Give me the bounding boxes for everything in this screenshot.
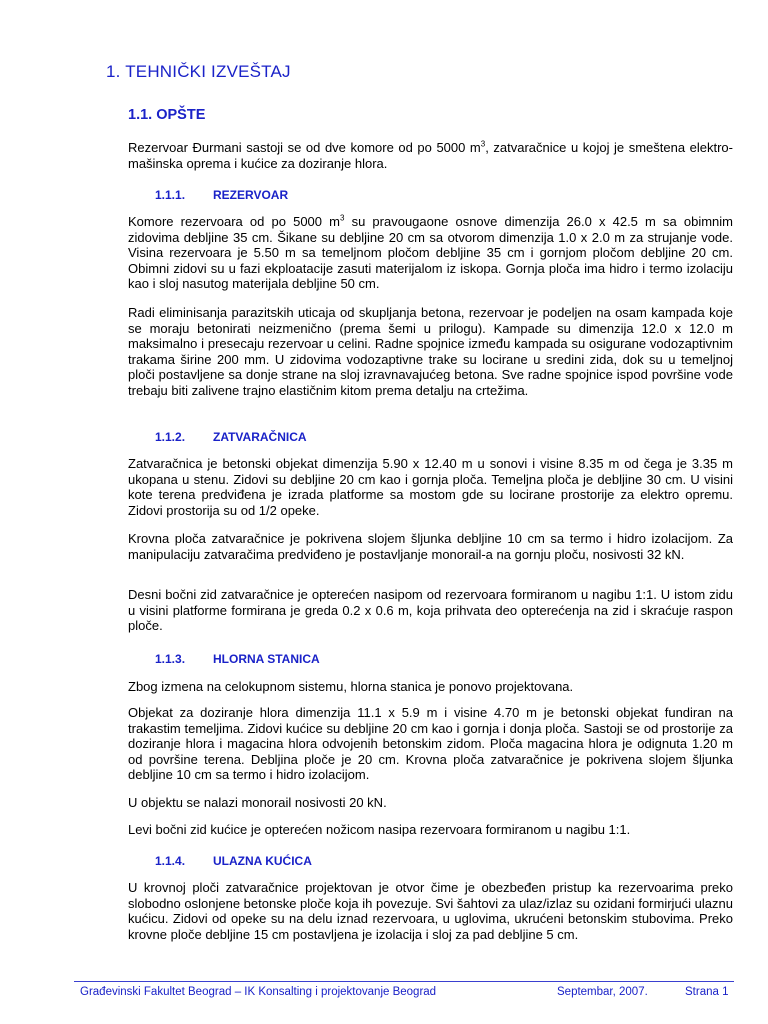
subsection-number: 1.1.1. xyxy=(155,188,186,202)
subsection-number: 1.1.3. xyxy=(155,652,186,666)
paragraph: Zbog izmena na celokupnom sistemu, hlorna stanica je ponovo projektovana. xyxy=(128,679,574,694)
subsection-number: 1.1.2. xyxy=(155,430,186,444)
paragraph: Krovna ploča zatvaračnice je pokrivena slojem šljunka debljine 10 cm sa termo i hidro izolacijom. Za manipulaciju zatvaračima predviđeno je postavljanje monorail-a na gornju ploču, nosivosti 32 kN. xyxy=(128,531,733,562)
intro-text-cont: , zatvaračnice u kojoj je smeštena elektro-mašinska oprema i kućice za doziranje hlora. xyxy=(128,140,733,171)
footer-organization: Građevinski Fakultet Beograd – IK Konsalting i projektovanje Beograd xyxy=(80,986,437,998)
paragraph: U krovnoj ploči zatvaračnice projektovan je otvor čime je obezbeđen pristup ka rezervoarima preko slobodno oslonjene betonske ploče koja ih povezuje. Svi šahtovi za ulaz/izlaz su ozidani formirjući ulaznu kućicu. Zidovi od opeke su na delu iznad rezervoara, u uglovima, ukrućeni betonskim stubovima. Preko krovne ploče debljine 15 cm postavljena je izolacija i sloj za pad debljine 5 cm. xyxy=(128,880,733,942)
footer-date: Septembar, 2007. xyxy=(557,986,648,998)
paragraph: Radi eliminisanja parazitskih uticaja od skupljanja betona, rezervoar je podeljen na osam kampada koje se moraju betonirati neizmenično (prema šemi u prilogu). Kampade su dimenzija 12.0 x 12.0 m maksimalno i presecaju rezervoar u celini. Radne spojnice između kampada su osigurane vodozaptivnim trakama širine 200 mm. U zidovima vodozaptivne trake su locirane u sredini zida, dok su u temeljnoj ploči postavljene sa donje strane na sloj izravnavajućeg betona. Sve radne spojnice ispod površine vode trebaju biti zalivene trajno elastičnim kitom prema detalju na crtežima. xyxy=(128,305,733,398)
paragraph xyxy=(128,214,733,292)
footer-page-number: Strana 1 xyxy=(685,986,729,998)
subsection-heading-rezervoar xyxy=(155,188,288,202)
subsection-heading-ulazna-kucica xyxy=(155,854,312,868)
paragraph: Zatvaračnica je betonski objekat dimenzija 5.90 x 12.40 m u sonovi i visine 8.35 m od čega je 3.35 m ukopana u stenu. Zidovi su debljine 20 cm kao i gornja ploča. Temeljna ploča je debljine 30 cm. U visini kote terena predviđena je izrada platforme sa mostom gde su locirane prostorije za elektro opremu. Zidovi prostorija su od 1/2 opeke. xyxy=(128,456,733,518)
subsection-number: 1.1.4. xyxy=(155,854,186,868)
subsection-title: ZATVARAČNICA xyxy=(213,430,307,444)
paragraph: Desni bočni zid zatvaračnice je opterećen nasipom od rezervoara formiranom u nagibu 1:1. U istom zidu u visini platforme formirana je greda 0.2 x 0.6 m, koja prihvata deo opterećenja na zid i skraćuje raspon ploče. xyxy=(128,587,733,634)
subsection-title: HLORNA STANICA xyxy=(213,652,320,666)
subsection-heading-hlorna-stanica xyxy=(155,652,320,666)
footer-divider xyxy=(74,981,734,982)
intro-text: Rezervoar Đurmani sastoji se od dve komore od po 5000 m xyxy=(128,140,481,155)
paragraph-text: Komore rezervoara od po 5000 m xyxy=(128,214,340,229)
paragraph: Objekat za doziranje hlora dimenzija 11.1 x 5.9 m i visine 4.70 m je betonski objekat fundiran na trakastim temeljima. Zidovi kućice su debljine 20 cm kao i gornja i donja ploča. Sastoji se od prostorije za doziranje hlora i magacina hlora odvojenih betonskim zidom. Ploča magacina hlora je odignuta 1.20 m od površine terena. Debljina ploče je 20 cm. Krovna ploča zatvaračnice je pokrivena slojem šljunka debljine 10 cm sa termo i hidro izolacijom. xyxy=(128,705,733,783)
intro-paragraph xyxy=(128,140,733,171)
subsection-heading-zatvaracnica xyxy=(155,430,307,444)
paragraph: Levi bočni zid kućice je opterećen nožicom nasipa rezervoara formiranom u nagibu 1:1. xyxy=(128,822,631,837)
main-heading: 1. TEHNIČKI IZVEŠTAJ xyxy=(106,62,291,81)
section-heading: 1.1. OPŠTE xyxy=(128,107,206,123)
paragraph: U objektu se nalazi monorail nosivosti 20 kN. xyxy=(128,795,387,810)
subsection-title: ULAZNA KUĆICA xyxy=(213,854,312,868)
subsection-title: REZERVOAR xyxy=(213,188,289,202)
superscript: 3 xyxy=(480,139,486,149)
superscript: 3 xyxy=(339,213,345,223)
paragraph-text-cont: su pravougaone osnove dimenzija 26.0 x 42.5 m sa obimnim zidovima debljine 35 cm. Šikane su debljine 20 cm sa otvorom dimenzija 1.0 x 2.0 m za strujanje vode. Visina rezervoara je 5.50 m sa temeljnom pločom debljine 35 cm i gornjom pločom debljine 20 cm. Obimni zidovi su u fazi ekploatacije zasuti materijalom iz iskopa. Gornja ploča ima hidro i termo izolaciju kao i sloj nasutog materijala debljine 50 cm. xyxy=(128,214,733,292)
